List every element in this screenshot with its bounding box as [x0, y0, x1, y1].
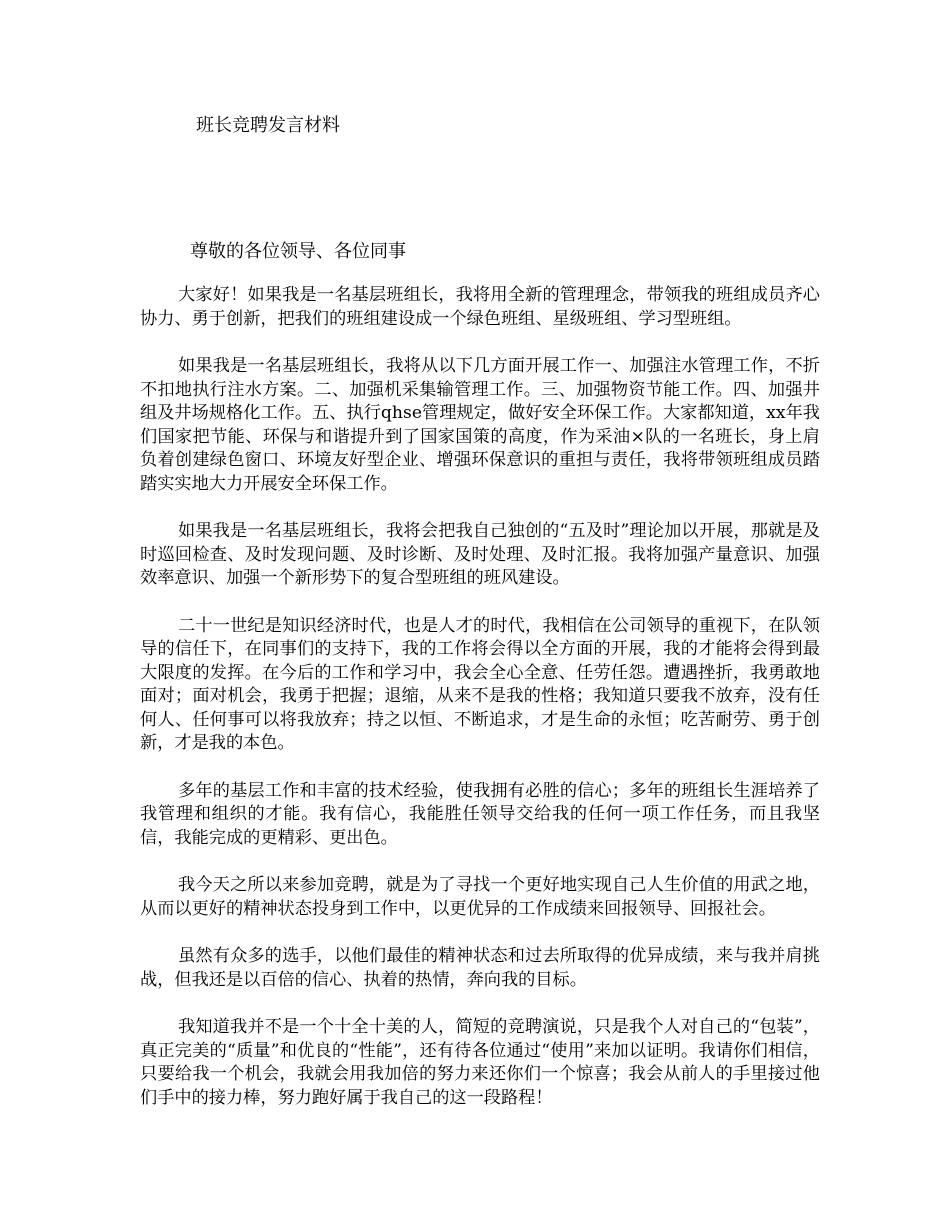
paragraph-five-timely: 如果我是一名基层班组长，我将会把我自己独创的“五及时”理论加以开展，那就是及时巡回检查、及时发现问题、及时诊断、及时处理、及时汇报。我将加强产量意识、加强效率意识、加强一个新形势下的复合型班组的班风建设。 [140, 521, 820, 588]
document-body [140, 284, 820, 1134]
paragraph-experience: 多年的基层工作和丰富的技术经验，使我拥有必胜的信心；多年的班组长生涯培养了我管理和组织的才能。我有信心，我能胜任领导交给我的任何一项工作任务，而且我坚信，我能完成的更精彩、更出色。 [140, 780, 820, 848]
salutation: 尊敬的各位领导、各位同事 [190, 241, 406, 262]
paragraph-era: 二十一世纪是知识经济时代，也是人才的时代，我相信在公司领导的重视下，在队领导的信任下，在同事们的支持下，我的工作将会得以全方面的开展，我的才能将会得到最大限度的发挥。在今后的工作和学习中，我会全心全意、任劳任怨。遭遇挫折，我勇敢地面对；面对机会，我勇于把握；退缩，从来不是我的性格；我知道只要我不放弃，没有任何人、任何事可以将我放弃；持之以恒、不断追求，才是生命的永恒；吃苦耐劳、勇于创新，才是我的本色。 [140, 615, 820, 753]
paragraph-motivation: 我今天之所以来参加竞聘，就是为了寻找一个更好地实现自己人生价值的用武之地，从而以更好的精神状态投身到工作中，以更优异的工作成绩来回报领导、回报社会。 [140, 875, 820, 919]
document-title: 班长竞聘发言材料 [196, 115, 340, 136]
paragraph-work-plan: 如果我是一名基层班组长，我将从以下几方面开展工作一、加强注水管理工作，不折不扣地执行注水方案。二、加强机采集输管理工作。三、加强物资节能工作。四、加强井组及井场规格化工作。五、执行qhse管理规定，做好安全环保工作。大家都知道，xx年我们国家把节能、环保与和谐提升到了国家国策的高度，作为采油×队的一名班长，身上肩负着创建绿色窗口、环境友好型企业、增强环保意识的重担与责任，我将带领班组成员踏踏实实地大力开展安全环保工作。 [140, 356, 820, 494]
paragraph-competition: 虽然有众多的选手，以他们最佳的精神状态和过去所取得的优异成绩，来与我并肩挑战，但我还是以百倍的信心、执着的热情，奔向我的目标。 [140, 946, 820, 990]
paragraph-greeting: 大家好！如果我是一名基层班组长，我将用全新的管理理念，带领我的班组成员齐心协力、勇于创新，把我们的班组建设成一个绿色班组、星级班组、学习型班组。 [140, 285, 820, 329]
paragraph-closing: 我知道我并不是一个十全十美的人，简短的竞聘演说，只是我个人对自己的“包装”，真正完美的“质量”和优良的“性能”，还有待各位通过“使用”来加以证明。我请你们相信，只要给我一个机会，我就会用我加倍的努力来还你们一个惊喜；我会从前人的手里接过他们手中的接力棒，努力跑好属于我自己的这一段路程！ [140, 1017, 820, 1108]
